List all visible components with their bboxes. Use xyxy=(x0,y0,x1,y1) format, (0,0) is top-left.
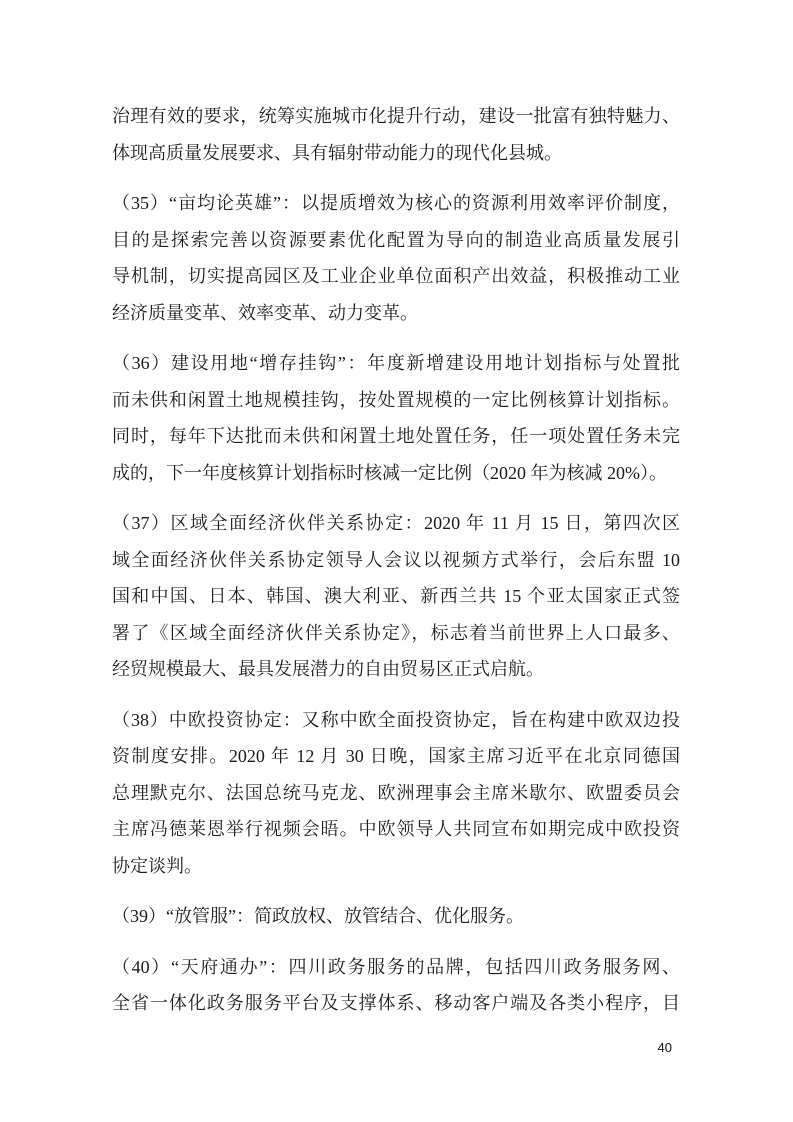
page-number: 40 xyxy=(657,1040,672,1055)
text-line: （37）区域全面经济伙伴关系协定：2020 年 11 月 15 日，第四次区 xyxy=(112,513,680,533)
text-line: 经贸规模最大、最具发展潜力的自由贸易区正式启航。 xyxy=(112,659,544,679)
text-line: 国和中国、日本、韩国、澳大利亚、新西兰共 15 个亚太国家正式签 xyxy=(112,586,680,606)
paragraph-item-36 xyxy=(112,345,680,491)
paragraph-item-35 xyxy=(112,185,680,331)
paragraph-item-37 xyxy=(112,505,680,688)
text-line: 成的，下一年度核算计划指标时核减一定比例（2020 年为核减 20%）。 xyxy=(112,462,667,483)
text-line: （36）建设用地“增存挂钩”：年度新增建设用地计划指标与处置批 xyxy=(112,353,680,373)
document-body xyxy=(112,98,680,1022)
text-line: 经济质量变革、效率变革、动力变革。 xyxy=(112,302,418,323)
text-line: 总理默克尔、法国总统马克龙、欧洲理事会主席米歇尔、欧盟委员会 xyxy=(112,782,680,803)
text-line: 主席冯德莱恩举行视频会晤。中欧领导人共同宣布如期完成中欧投资 xyxy=(112,819,680,839)
text-line: 目的是探索完善以资源要素优化配置为导向的制造业高质量发展引 xyxy=(112,229,680,250)
text-line: 体现高质量发展要求、具有辐射带动能力的现代化县城。 xyxy=(112,142,562,163)
text-line: （38）中欧投资协定：又称中欧全面投资协定，旨在构建中欧双边投 xyxy=(112,709,680,730)
text-line: （40）“天府通办”：四川政务服务的品牌，包括四川政务服务网、 xyxy=(112,956,680,977)
text-line: 而未供和闲置土地规模挂钩，按处置规模的一定比例核算计划指标。 xyxy=(112,389,680,410)
paragraph-item-39 xyxy=(112,898,680,935)
text-line: 全省一体化政务服务平台及支撑体系、移动客户端及各类小程序，目 xyxy=(112,993,680,1013)
text-line: 治理有效的要求，统筹实施城市化提升行动，建设一批富有独特魅力、 xyxy=(112,106,680,126)
text-line: 署了《区域全面经济伙伴关系协定》，标志着当前世界上人口最多、 xyxy=(112,622,680,643)
text-line: 协定谈判。 xyxy=(112,855,202,876)
text-line: 域全面经济伙伴关系协定领导人会议以视频方式举行，会后东盟 10 xyxy=(112,549,680,570)
paragraph-continuation xyxy=(112,98,680,171)
paragraph-item-38 xyxy=(112,702,680,885)
text-line: 资制度安排。2020 年 12 月 30 日晚，国家主席习近平在北京同德国 xyxy=(112,746,680,766)
text-line: 导机制，切实提高园区及工业企业单位面积产出效益，积极推动工业 xyxy=(112,266,680,286)
text-line: 同时，每年下达批而未供和闲置土地处置任务，任一项处置任务未完 xyxy=(112,426,680,446)
text-line: （39）“放管服”：简政放权、放管结合、优化服务。 xyxy=(112,906,524,926)
paragraph-item-40 xyxy=(112,949,680,1022)
text-line: （35）“亩均论英雄”：以提质增效为核心的资源利用效率评价制度， xyxy=(112,193,680,213)
